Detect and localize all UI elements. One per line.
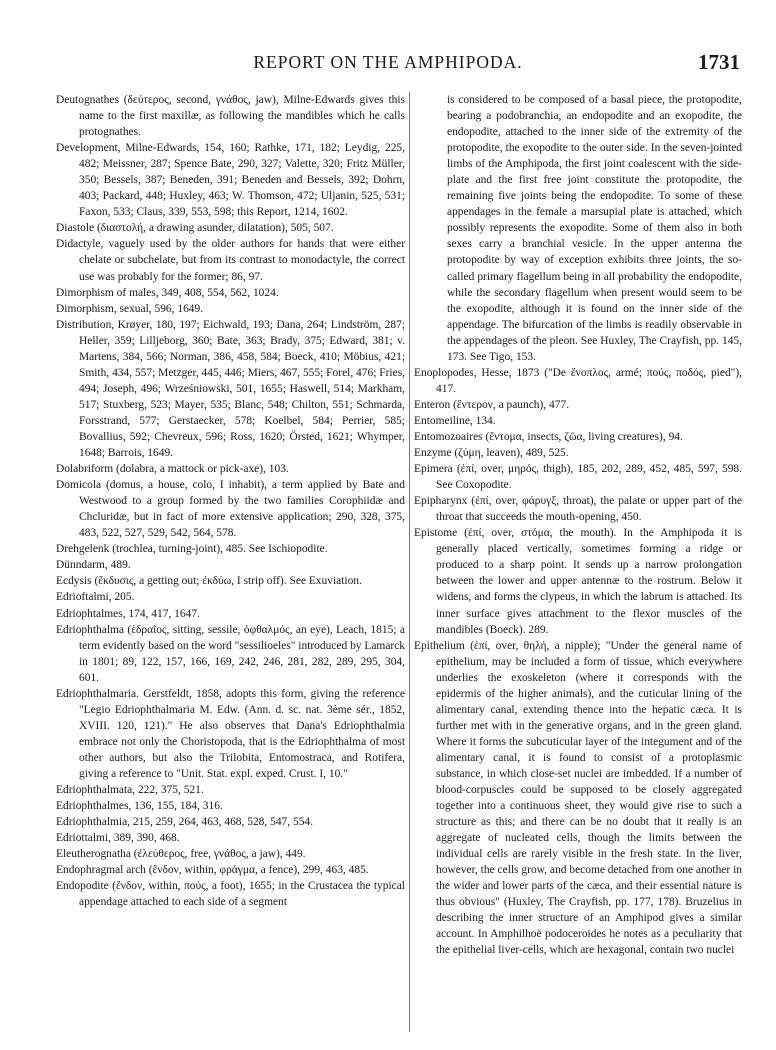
index-entry: Edriophthalmia, 215, 259, 264, 463, 468, 528, 547, 554. [56,816,314,829]
index-entry: Endopodite (ἔνδον, within, πούς, a foot), 1655; in the Crustacea the typical appendage attached to each side of a segment [56,880,405,909]
index-entry: Deutognathes (δεύτερος, second, γνάθος, jaw), Milne-Edwards gives this name to the first maxillæ, as following the mandibles which he calls protognathes. [56,94,405,139]
index-entry: Enzyme (ζύμη, leaven), 489, 525. [414,447,569,460]
index-entry: Dimorphism of males, 349, 408, 554, 562, 1024. [56,286,279,299]
index-entry: Drehgelenk (trochlea, turning-joint), 485. See Ischiopodite. [56,543,328,556]
page-number: 1731 [698,50,740,74]
index-entry: Edriophthalmes, 136, 155, 184, 316. [56,800,223,813]
index-entry: Distribution, Krøyer, 180, 197; Eichwald, 193; Dana, 264; Lindström, 287; Heller, 359; Lilljeborg, 360; Bate, 363; Brady, 375; Edward, 381; v. Martens, 384, 566; Norman, 386, 458, 584; Boeck, 410; Möbius, 421; Smith, 434, 557; Metzger, 445, 446; Miers, 467, 555; Forel, 476; Fries, 494; Joseph, 496; Wrześniowski, 501, 1655; Haswell, 514; Markham, 517; Stuxberg, 523; Mayer, 535; Blanc, 548; Chilton, 551; Schmarda, Forsstrand, 577; Gerstaecker, 578; Koelbel, 584; Perrier, 585; Bovallius, 592; Chevreux, 596; Ross, 1620; Örsted, 1621; Whymper, 1648; Barrois, 1649. [56,318,405,460]
index-entry: Ecdysis (ἔκδυσις, a getting out; ἐκδύω, I strip off). See Exuviation. [56,575,362,588]
index-entry: Edriophthalmata, 222, 375, 521. [56,784,204,797]
index-entry: Edriophthalmaria. Gerstfeldt, 1858, adopts this form, giving the reference "Legio Edriophthalmaria M. Edw. (Ann. d. sc. nat. 3ème sér., 1852, XVIII. 120, 121)." He also observes that Dana's Edriophthalmia embrace not only the Choristopoda, that is the Edriophthalma of most other authors, but also the Trilobita, Entomostraca, and Rotifera, giving a reference to "Unit. Stat. expl. exped. Crust. I, 10." [56,687,405,780]
index-entry: Entomozoaires (ἔντομα, insects, ζῶα, living creatures), 94. [414,430,683,443]
running-title: REPORT ON THE AMPHIPODA. [253,52,523,72]
index-entry: Eleutherognatha (ἐλεύθερος, free, γνάθος, a jaw), 449. [56,848,306,861]
index-entry: Domicola (domus, a house, colo, I inhabit), a term applied by Bate and Westwood to a group formed by the two families Corophiidæ and Chcluridæ, but in fact of more extensive application; 290, 328, 375, 483, 522, 527, 529, 542, 564, 578. [56,479,405,540]
index-entry: Dimorphism, sexual, 596, 1649. [56,302,204,315]
index-entry: Edriophthalma (ἑδραῖος, sitting, sessile, ὀφθαλμός, an eye), Leach, 1815; a term evidently based on the word "sessilioeles" introduced by Lamarck in 1801; 89, 122, 157, 166, 169, 242, 246, 281, 282, 289, 295, 304, 601. [56,623,406,684]
index-entry: Enteron (ἔντερον, a paunch), 477. [414,398,570,411]
index-entry: Epistome (ἐπί, over, στόμα, the mouth). In the Amphipoda it is generally placed vertically, sometimes forming a ridge or produced to a sharp point. It sends up a narrow prolongation between the lower and upper antennæ to the rostrum. Below it widens, and forms the clypeus, in which the labrum is attached. Its inner surface gives attachment to the flexor muscles of the mandibles (Boeck). 289. [414,527,742,636]
index-entry: Endophragmal arch (ἔνδον, within, φράγμα, a fence), 299, 463, 485. [56,864,369,877]
right-column [414,92,742,959]
index-entry: Development, Milne-Edwards, 154, 160; Rathke, 171, 182; Leydig, 225, 482; Meissner, 287; Spence Bate, 290, 327; Valette, 320; Fritz Müller, 350; Bessels, 387; Beneden, 391; Beneden and Bessels, 392; Dohrn, 403; Packard, 448; Huxley, 463; W. Thomson, 472; Uljanin, 525, 531; Faxon, 533; Claus, 339, 553, 598; this Report, 1214, 1602. [56,142,405,219]
left-column [56,92,405,910]
index-entry: Epithelium (ἐπί, over, θηλή, a nipple); "Under the general name of epithelium, may be included a form of tissue, which everywhere underlies the exoskeleton (where it corresponds with the epidermis of the higher animals), and the cuticular lining of the alimentary canal, extending thence into the hepatic cæca. It is further met with in the generative organs, and in the green gland. Where it forms the subcuticular layer of the integument and of the alimentary canal, it is found to consist of a protoplasmic substance, in which close-set nuclei are imbedded. If a number of blood-corpuscles could be supposed to be closely aggregated together into a continuous sheet, they would give rise to such a structure as this; and there can be no doubt that it really is an aggregate of nucleated cells, though the limits between the individual cells are rarely visible in the fresh state. In the liver, however, the cells grow, and become detached from one another in the wider and lower parts of the cæca, and their essential nature is thus obvious" (Huxley, The Crayfish, pp. 177, 178). Bruzelius in describing the inner structure of an Amphipod gives a similar account. In Amphilhoë podoceroides he notes as a peculiarity that the epithelial liver-cells, which are hexagonal, contain two nuclei [414,639,742,957]
index-entry: Epipharynx (ἐπί, over, φάρυγξ, throat), the palate or upper part of the throat that succeeds the mouth-opening, 450. [414,495,742,524]
column-divider [409,92,410,1032]
index-entry: Edrioftalmi, 205. [56,591,135,604]
index-entry: Dünndarm, 489. [56,559,131,572]
index-entry: Dolabriform (dolabra, a mattock or pick-axe), 103. [56,463,289,476]
index-entry: Didactyle, vaguely used by the older authors for hands that were either chelate or subchelate, but from its contrast to monodactyle, the correct use was probably for the former; 86, 97. [56,238,405,283]
index-entry: Enoplopodes, Hesse, 1873 ("De ἔνοπλος, armé; πούς, ποδός, pied"), 417. [414,366,742,395]
index-entry: Edriottalmi, 389, 390, 468. [56,832,180,845]
index-entry: Edriophtalmes, 174, 417, 1647. [56,607,200,620]
page-header [0,52,776,78]
index-entry: Diastole (διαστολή, a drawing asunder, dilatation), 505, 507. [56,222,334,235]
continued-entry: is considered to be composed of a basal piece, the protopodite, bearing a podobranchia, an endopodite and an exopodite, the endopodite, attached to the inner side of the extremity of the protopodite, the exopodite to the outer side. In the seven-jointed limbs of the Amphipoda, the first joint coalescent with the side-plate and the first free joint constitute the protopodite, the remaining five joints being the endopodite. To some of these appendages in the female a marsupial plate is attached, which possibly represents the exopodite. Some of them also in both sexes carry a branchial vesicle. In the upper antenna the protopodite by way of exception exhibits three joints, the so-called primary flagellum being in all probability the endopodite, while the secondary flagellum when present would seem to be the exopodite, although it is found on the inner side of the appendage. The bifurcation of the limbs is readily observable in the appendages of the pleon. See Huxley, The Crayfish, pp. 145, 173. See Tigo, 153. [447,94,742,363]
index-entry: Entomeiline, 134. [414,414,496,427]
index-entry: Epimera (ἐπί, over, μηρός, thigh), 185, 202, 289, 452, 485, 597, 598. See Coxopodite. [414,463,742,492]
